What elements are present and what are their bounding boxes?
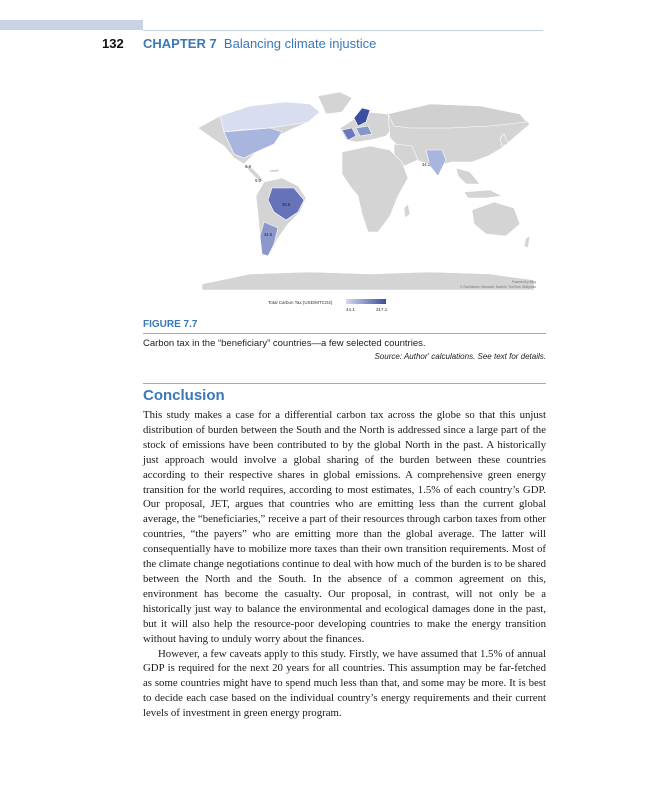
caribbean [269, 169, 280, 172]
new-zealand [524, 236, 530, 248]
label-argentina: 44.5 [263, 232, 273, 237]
greenland [318, 92, 352, 114]
legend-title: Total Carbon Tax (USD/MTCO2) [268, 300, 333, 305]
body-text [143, 408, 546, 721]
southeast-asia [456, 168, 480, 184]
legend-max: 317.1 [376, 307, 388, 312]
australia [472, 202, 520, 236]
russia-region [388, 104, 526, 128]
figure-rule [143, 333, 546, 334]
header-rule [143, 30, 543, 31]
section-rule [143, 383, 546, 384]
madagascar [404, 204, 410, 218]
map-attribution-1: Powered by Bing [511, 280, 536, 284]
africa [342, 146, 408, 232]
figure-caption: Carbon tax in the “beneficiary” countries—a few selected countries. [143, 338, 426, 349]
chapter-number: CHAPTER 7 [143, 36, 217, 51]
chapter-heading [143, 36, 376, 51]
label-india: 44.1 [421, 162, 431, 167]
header-bar [0, 20, 143, 30]
paragraph: This study makes a case for a differential carbon tax across the globe so that this unjust distribution of burden between the South and the North is addressed since a large part of the stock of emissions have been contributed to by the global North in the past. A historically just approach would involve a global sharing of the burden between these countries according to their respective shares in global emissions. A comprehensive green energy transition for the world requires, according to most estimates, 1.5% of each country’s GDP. Our proposal, JET, argues that countries who are emitting less than the current global average, the “beneficiaries,” receive a part of their resources through carbon taxes from other countries, “the payers” who are emitting more than the global average. The latter will consequentially have to mobilize more taxes than their own transition requirements. Most of the climate change negotiations continue to deal with how much of the burden is to be shared between the North and the South. In the absence of a common agreement on this, environment has become the casualty. Our proposal, in contrast, will not only be a historically just way to balance the environmental and ecological damages done in the past, but it will also help the resource-poor developing countries to make the energy transition without having to unduly worry about the finances. [143, 409, 546, 645]
map-attribution-2: © GeoNames, Microsoft, Navinfo, TomTom, Wikipedia [460, 285, 536, 289]
map-legend [268, 297, 418, 313]
world-map [190, 88, 546, 296]
paragraph: However, a few caveats apply to this study. Firstly, we have assumed that 1.5% of annual GDP is required for the next 20 years for all countries. This assumption may be far-fetched as some countries might have to spend much less than that, and some may be more. It is best to decide each case based on the individual country’s energy requirements and their current levels of investment in green energy program. [143, 647, 546, 720]
chapter-title: Balancing climate injustice [223, 36, 377, 51]
indonesia [464, 190, 502, 198]
canada-region [220, 102, 320, 132]
label-brazil: 48.6 [281, 202, 291, 207]
page-number: 132 [102, 36, 124, 51]
figure-label: FIGURE 7.7 [143, 319, 198, 330]
legend-gradient [346, 299, 386, 304]
label-canada: 8.9 [245, 164, 251, 169]
argentina-region [260, 222, 278, 256]
figure-source: Source: Author' calculations. See text for details. [374, 352, 546, 361]
section-heading: Conclusion [143, 387, 225, 404]
label-usa: 5.0 [255, 178, 261, 183]
legend-min: 44.1 [346, 307, 355, 312]
